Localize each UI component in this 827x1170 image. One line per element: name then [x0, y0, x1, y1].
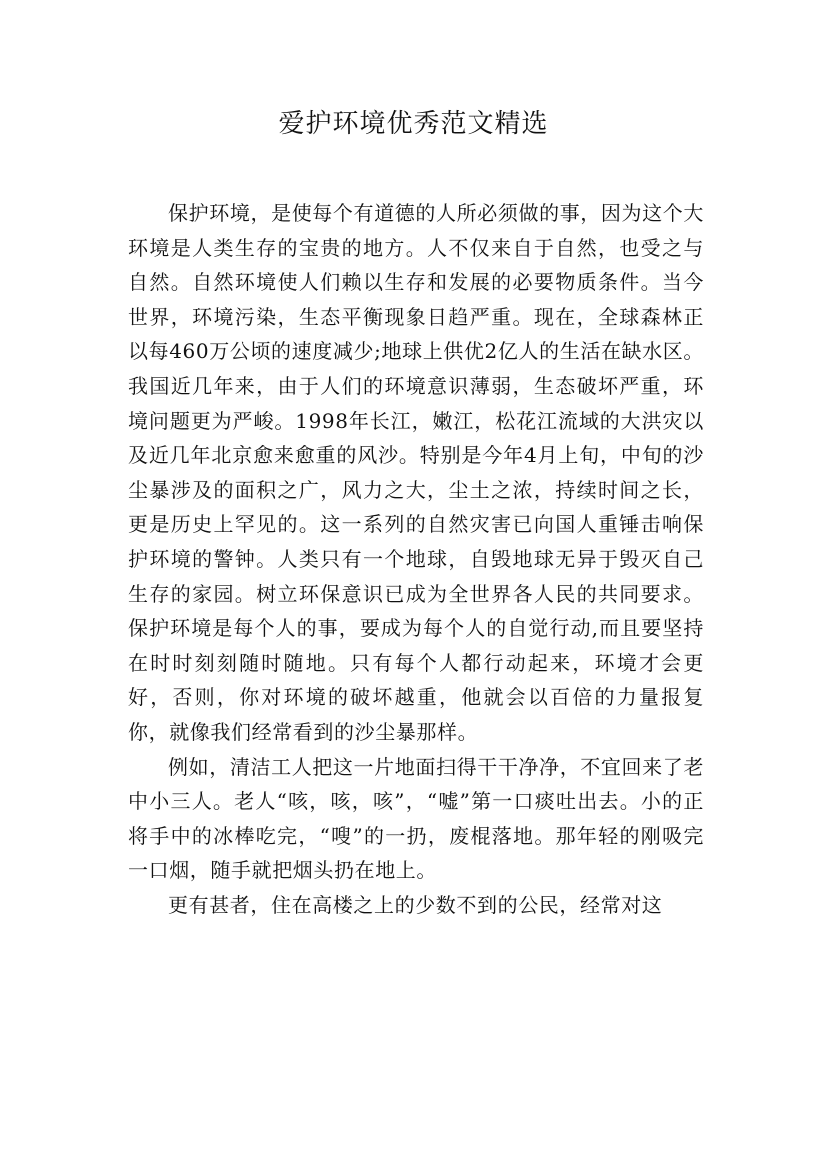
paragraph: 保护环境，是使每个有道德的人所必须做的事，因为这个大环境是人类生存的宝贵的地方。人不仅来自于自然，也受之与自然。自然环境使人们赖以生存和发展的必要物质条件。当今世界，环境污染，生态平衡现象日趋严重。现在，全球森林正以每460万公顷的速度减少;地球上供优2亿人的生活在缺水区。我国近几年来，由于人们的环境意识薄弱，生态破坏严重，环境问题更为严峻。1998年长江，嫩江，松花江流域的大洪灾以及近几年北京愈来愈重的风沙。特别是今年4月上旬，中旬的沙尘暴涉及的面积之广，风力之大，尘土之浓，持续时间之长，更是历史上罕见的。这一系列的自然灾害已向国人重锤击响保护环境的警钟。人类只有一个地球，自毁地球无异于毁灭自己生存的家园。树立环保意识已成为全世界各人民的共同要求。保护环境是每个人的事，要成为每个人的自觉行动,而且要坚持在时时刻刻随时随地。只有每个人都行动起来，环境才会更好，否则，你对环境的破坏越重，他就会以百倍的力量报复你，就像我们经常看到的沙尘暴那样。 — [128, 201, 704, 744]
paragraph: 例如，清洁工人把这一片地面扫得干干净净，不宜回来了老中小三人。老人“咳，咳，咳”，“嘘”第一口痰吐出去。小的正将手中的冰棒吃完，“嗖”的一扔，废棍落地。那年轻的刚吸完一口烟，随手就把烟头扔在地上。 — [128, 754, 704, 883]
paragraph: 更有甚者，住在高楼之上的少数不到的公民，经常对这 — [168, 892, 663, 917]
document-body — [128, 196, 704, 922]
document-title: 爱护环境优秀范文精选 — [278, 109, 549, 139]
